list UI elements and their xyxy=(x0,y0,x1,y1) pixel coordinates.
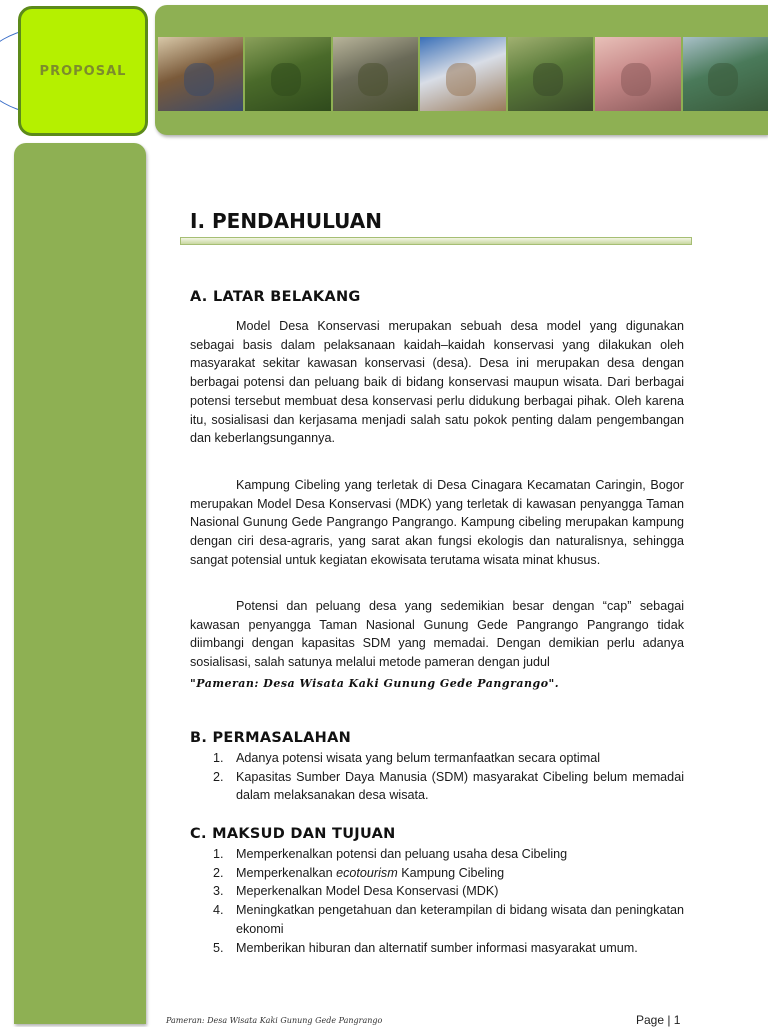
proposal-badge-label: PROPOSAL xyxy=(39,63,127,79)
page-number: Page | 1 xyxy=(636,1013,681,1027)
paragraph-2: Kampung Cibeling yang terletak di Desa Cinagara Kecamatan Caringin, Bogor merupakan Model Desa Konservasi (MDK) yang terletak di kawasan penyangga Taman Nasional Gunung Gede Pangrango Pangrango. Kampung cibeling merupakan kampung dengan ciri desa-agraris, yang sarat akan fungsi ekologis dan naturalisnya, sehingga sangat potensial untuk kegiatan ekowisata terutama wisata minat khusus. xyxy=(190,478,684,567)
side-band xyxy=(14,143,146,1024)
section-c-heading: C. MAKSUD DAN TUJUAN xyxy=(190,826,396,842)
title-underline xyxy=(180,237,692,245)
proposal-badge xyxy=(18,6,148,136)
section-a-heading: A. LATAR BELAKANG xyxy=(190,289,361,305)
pameran-title: "Pameran: Desa Wisata Kaki Gunung Gede Pangrango". xyxy=(190,677,560,690)
paragraph-1: Model Desa Konservasi merupakan sebuah desa model yang digunakan sebagai basis dalam pelaksanaan kaidah–kaidah konservasi yang dilakukan oleh masyarakat sekitar kawasan konservasi (desa). Desa ini merupakan desa dengan berbagai potensi dan peluang baik di bidang konservasi maupun wisata. Dari berbagai potensi tersebut membuat desa konservasi perlu didukung berbagai pihak. Oleh karena itu, sosialisasi dan kerjasama menjadi salah satu pokok penting dalam pengembangan dan keberlangsungannya. xyxy=(190,319,684,446)
photo-strip xyxy=(158,37,768,111)
list-item: 4. Meningkatkan pengetahuan dan keterampilan di bidang wisata dan peningkatan ekonomi xyxy=(213,903,684,936)
photo-garden-field xyxy=(245,37,330,111)
photo-building-water xyxy=(683,37,768,111)
photo-river-walk xyxy=(508,37,593,111)
photo-stone-channel xyxy=(333,37,418,111)
chapter-title: I. PENDAHULUAN xyxy=(190,209,382,233)
list-item: 2. Memperkenalkan ecotourism Kampung Cibeling xyxy=(213,865,505,880)
permasalahan-list xyxy=(190,749,684,805)
list-item: 3. Meperkenalkan Model Desa Konservasi (MDK) xyxy=(213,884,499,899)
list-item: 5. Memberikan hiburan dan alternatif sumber informasi masyarakat umum. xyxy=(213,940,638,955)
ecotourism-term: ecotourism xyxy=(336,865,398,880)
section-b-heading: B. PERMASALAHAN xyxy=(190,730,352,746)
list-item: 1. Adanya potensi wisata yang belum termanfaatkan secara optimal xyxy=(213,751,601,765)
photo-people-meeting xyxy=(158,37,243,111)
list-item: 2. Kapasitas Sumber Daya Manusia (SDM) masyarakat Cibeling belum memadai dalam melaksanakan desa wisata. xyxy=(213,769,684,803)
photo-group-seated xyxy=(420,37,505,111)
photo-pink-washroom xyxy=(595,37,680,111)
tujuan-list xyxy=(190,845,684,957)
list-item: 1. Memperkenalkan potensi dan peluang usaha desa Cibeling xyxy=(213,847,568,861)
footer-title: Pameran: Desa Wisata Kaki Gunung Gede Pangrango xyxy=(166,1016,383,1025)
paragraph-3: Potensi dan peluang desa yang sedemikian besar dengan “cap” sebagai kawasan penyangga Taman Nasional Gunung Gede Pangrango Pangrango tidak diimbangi dengan kapasitas SDM yang memadai. Dengan demikian perlu adanya sosialisasi, salah satunya melalui metode pameran dengan judul xyxy=(190,599,684,670)
